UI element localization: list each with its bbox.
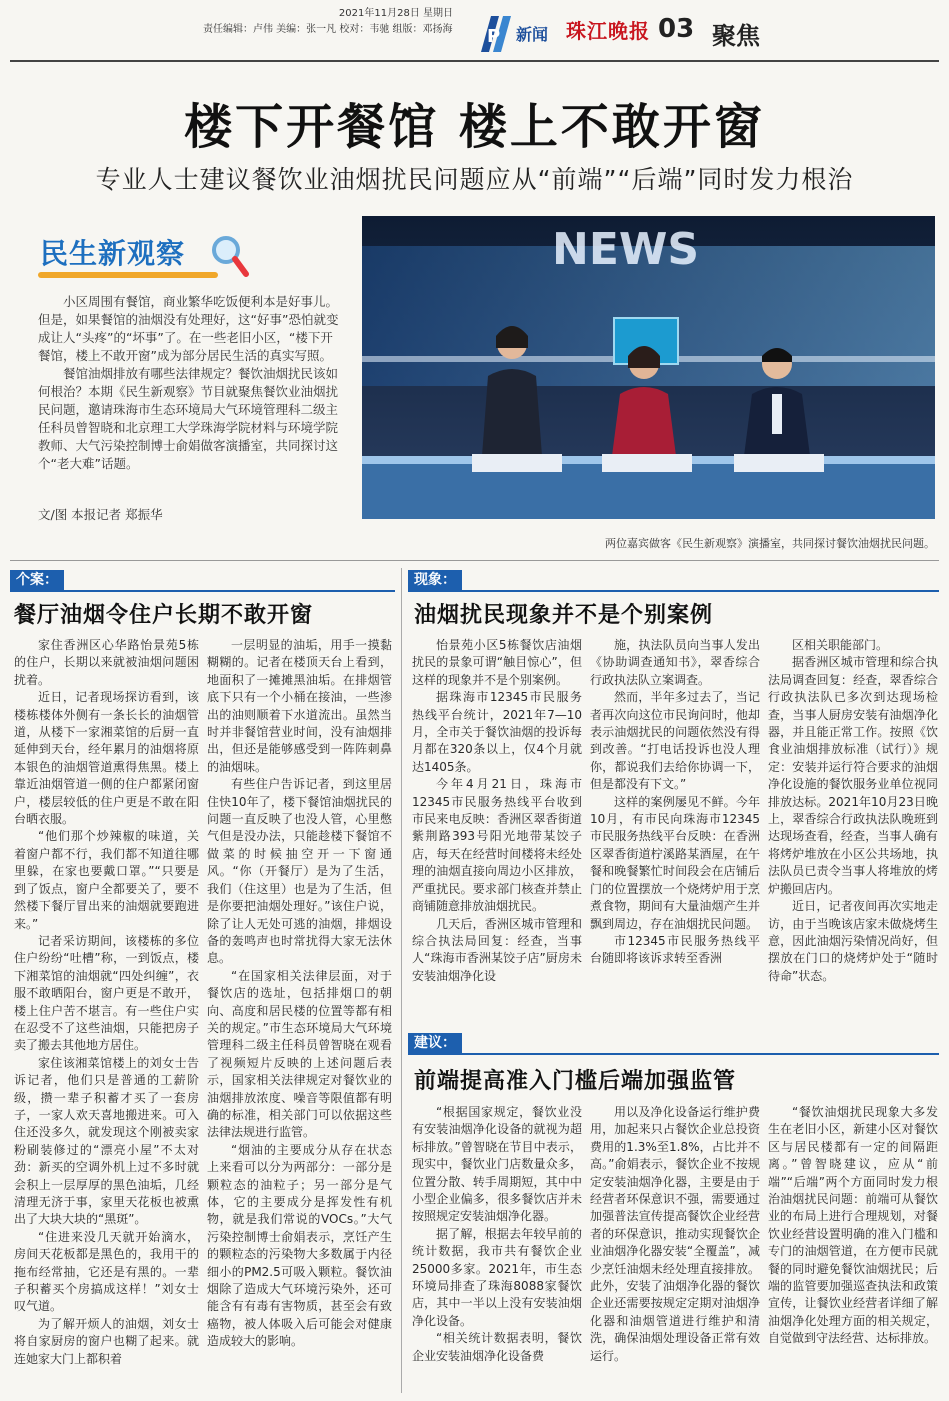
- case-column-2: [207, 637, 392, 1392]
- phenomenon-column-1: [412, 637, 582, 1017]
- magnifier-icon: [210, 234, 250, 278]
- case-column-1: [14, 637, 199, 1392]
- paragraph: 据香洲区城市管理和综合执法局调查回复：经查，翠香综合行政执法队已多次到达现场检查，当事人厨房安装有油烟净化器，并且能正常工作。按照《饮食业油烟排放标准（试行）》规定：安装并运行符合要求的油烟净化设施的餐饮服务业单位视同排放达标。2021年10月23日晚上，翠香综合行政执法队晚班到达现场查看，经查，当事人确有将烤炉堆放在小区公共场地，执法队员已责令当事人将堆放的烤炉搬回店内。: [768, 655, 938, 896]
- paragraph: “烟油的主要成分从存在状态上来看可以分为两部分：一部分是颗粒态的油粒子；另一部分是气体，它的主要成分是挥发性有机物，就是我们常说的VOCs。”大气污染控制博士俞娟表示，烹饪产生的颗粒态的污染物大多数属于内径细小的PM2.5可吸入颗粒。餐饮油烟除了造成大气环境污染外，还可能含有有毒有害物质，甚至会有致癌物，被人体吸入后可能会对健康造成较大的影响。: [207, 1142, 392, 1349]
- subheadline: 专业人士建议餐饮业油烟扰民问题应从“前端”“后端”同时发力根治: [95, 165, 854, 194]
- page-number: 03: [658, 14, 695, 44]
- section-divider: [10, 560, 939, 561]
- case-tag-bar: [10, 590, 395, 592]
- paragraph: 怡景苑小区5栋餐饮店油烟扰民的景象可谓“触目惊心”，但这样的现象并不是个别案例。: [412, 638, 582, 687]
- section-badge-icon: [477, 12, 515, 58]
- paragraph: 区相关职能部门。: [792, 638, 889, 652]
- paragraph: “他们那个炒辣椒的味道，关着窗户都不行，我们都不知道往哪里躲，在家也要戴口罩。”“只要是到了饭点，窗户全都要关了，要不然楼下餐厅冒出来的油烟就要跑进来。”: [14, 829, 199, 931]
- suggestion-column-2: [590, 1104, 760, 1392]
- paragraph: 然而，半年多过去了，当记者再次向这位市民询问时，他却表示油烟扰民的问题依然没有得到改善。“打电话投诉也没人理你，都说我们去给你协调一下，但是都没有下文。”: [590, 690, 760, 792]
- page-section: 聚焦: [712, 22, 760, 50]
- column-logo: [38, 228, 238, 288]
- section-word: 新闻: [516, 25, 549, 44]
- phenomenon-column-3: [768, 637, 938, 1017]
- paragraph: 一层明显的油垢，用手一摸黏糊糊的。记者在楼顶天台上看到，地面积了一摊摊黑油垢。在排烟管底下只有一个小桶在接油，一些渗出的油则顺着下水道流出。虽然当时并非餐馆营业时间，没有油烟排出，但还是能够感受到一阵阵刺鼻的油烟味。: [207, 638, 392, 774]
- paragraph: 今年4月21日，珠海市12345市民服务热线平台收到市民来电反映：香洲区翠香街道紫荆路393号阳光地带某饺子店，每天在经营时间楼将未经处理的油烟直接向周边小区排放，严重扰民。要求部门核查并禁止商铺随意排放油烟扰民。: [412, 777, 582, 914]
- phenomenon-tag-bar: [408, 590, 939, 592]
- paragraph: 市12345市民服务热线平台随即将该诉求转至香洲: [590, 933, 760, 966]
- phenomenon-column-2: [590, 637, 760, 1017]
- paragraph: 记者采访期间，该楼栋的多位住户纷纷“吐槽”称，一到饭点，楼下湘菜馆的油烟就“四处纠缠”，衣服不敢晒阳台，窗户更是不敢开，楼上住户苦不堪言。有一些住户实在忍受不了这些油烟，只能把房子卖了搬去其他地方居住。: [14, 933, 199, 1053]
- masthead-rule: [10, 60, 939, 62]
- paragraph: 近日，记者现场探访看到，该楼栋楼体外侧有一条长长的油烟管道，从楼下一家湘菜馆的后厨一直延伸到天台，经年累月的油烟将原本银色的油烟管道熏得焦黑。楼上靠近油烟管道一侧的住户都紧闭窗户，楼层较低的住户更是不敢在阳台晒衣服。: [14, 690, 199, 827]
- phenomenon-title: 油烟扰民现象并不是个别案例: [414, 603, 714, 628]
- editor-credits: 责任编辑：卢伟 美编：张一凡 校对：韦驰 组版：邓扬海: [203, 24, 453, 35]
- phenomenon-tag: 现象：: [408, 570, 462, 590]
- issue-date: 2021年11月28日 星期日: [338, 8, 453, 19]
- studio-photo: [362, 216, 935, 519]
- paragraph: “餐饮油烟扰民现象大多发生在老旧小区，新建小区对餐饮区与居民楼都有一定的间隔距离。”曾智晓建议，应从“前端”“后端”两个方面同时发力根治油烟扰民问题：前端可从餐饮业的布局上进行合理规划，对餐饮业经营设置明确的准入门槛和专门的油烟管道，在方便市民就餐的同时避免餐饮油烟扰民；后端的监管要加强巡查执法和政策宣传，让餐饮业经营者详细了解油烟净化处理方面的相关规定，自觉做到守法经营、达标排放。: [768, 1105, 938, 1346]
- byline: 文/图 本报记者 郑振华: [38, 507, 163, 522]
- suggestion-tag: 建议：: [408, 1033, 462, 1053]
- intro-paragraph: 餐馆油烟排放有哪些法律规定？餐饮油烟扰民该如何根治？本期《民生新观察》节目就聚焦餐饮业油烟扰民问题，邀请珠海市生态环境局大气环境管理科二级主任科员曾智晓和北京理工大学珠海学院材料与环境学院教师、大气污染控制博士俞娟做客演播室，共同探讨这个“老大难”话题。: [38, 366, 339, 471]
- paragraph: “住进来没几天就开始滴水，房间天花板都是黑色的，我用干的拖布经常抽，它还是有黑的。一辈子积蓄买个房搞成这样！”刘女士叹气道。: [14, 1229, 199, 1314]
- suggestion-column-1: [412, 1104, 582, 1392]
- paragraph: “根据国家规定，餐饮业没有安装油烟净化设备的就视为超标排放。”曾智晓在节目中表示，现实中，餐饮业门店数量众多，位置分散、转手周期短，其中中小型企业偏多，很多餐饮店并未按照规定安装油烟净化器。: [412, 1105, 582, 1224]
- column-logo-bar: [38, 272, 218, 278]
- paper-name: 珠江晚报: [566, 19, 650, 43]
- intro-text: [38, 293, 343, 473]
- paragraph: “相关统计数据表明，餐饮企业安装油烟净化设备费: [412, 1331, 582, 1363]
- headline: 楼下开餐馆 楼上不敢开窗: [184, 99, 765, 155]
- badge-letter: P: [487, 26, 501, 47]
- intro-paragraph: 小区周围有餐馆，商业繁华吃饭便利本是好事儿。但是，如果餐馆的油烟没有处理好，这“好事”恐怕就变成让人“头疼”的“坏事”了。在一些老旧小区，“楼下开餐馆，楼上不敢开窗”成为部分居民生活的真实写照。: [38, 294, 339, 363]
- screen-news-text: NEWS: [552, 224, 700, 275]
- case-tag: 个案：: [10, 570, 64, 590]
- paragraph: 据珠海市12345市民服务热线平台统计，2021年7—10月，全市关于餐饮油烟的投诉每月都在320条以上，仅4个月就达1405条。: [412, 690, 582, 774]
- paragraph: 家住该湘菜馆楼上的刘女士告诉记者，他们只是普通的工薪阶级，攒一辈子积蓄才买了一套房子，一家人欢天喜地搬进来。可入住还没多久，就发现这个刚被卖家粉刷装修过的“漂亮小屋”不太对劲：新买的空调外机上过不多时就会积上一层厚厚的黑色油垢，几经清理无济于事，家里天花板也被熏出了大块大块的“黑斑”。: [14, 1055, 199, 1227]
- paragraph: 为了解开烦人的油烟，刘女士将自家厨房的窗户也糊了起来。就连她家大门上都积着: [14, 1316, 199, 1366]
- column-rule: [401, 568, 402, 1393]
- case-title: 餐厅油烟令住户长期不敢开窗: [14, 603, 314, 628]
- suggestion-title: 前端提高准入门槛后端加强监管: [414, 1069, 737, 1094]
- paragraph: 用以及净化设备运行维护费用，加起来只占餐饮企业总投资费用的1.3%至1.8%，占比并不高。”俞娟表示，餐饮企业不按规定安装油烟净化器，主要是由于经营者环保意识不强，需要通过加强普法宣传提高餐饮企业经营者的环保意识，推动实现餐饮企业油烟净化器安装“全覆盖”，减少烹饪油烟未经处理直接排放。此外，安装了油烟净化器的餐饮企业还需要按规定定期对油烟净化器和油烟管道进行维护和清洗，确保油烟处理设备正常有效运行。: [590, 1105, 760, 1363]
- paragraph: 近日，记者夜间再次实地走访，由于当晚该店家未做烧烤生意，因此油烟污染情况尚好，但摆放在门口的烧烤炉处于“随时待命”状态。: [768, 899, 938, 983]
- paragraph: 施，执法队员向当事人发出《协助调查通知书》，翠香综合行政执法队立案调查。: [590, 638, 760, 687]
- suggestion-column-3: [768, 1104, 938, 1392]
- paragraph: 家住香洲区心华路怡景苑5栋的住户，长期以来就被油烟问题困扰着。: [14, 638, 199, 687]
- column-logo-text: 民生新观察: [40, 237, 186, 270]
- paragraph: “在国家相关法律层面，对于餐饮店的选址，包括排烟口的朝向、高度和居民楼的位置等都有相关的规定。”市生态环境局大气环境管理科二级主任科员曾智晓在观看了视频短片反映的上述问题后表示，国家相关法律规定对餐饮业的油烟排放浓度、噪音等限值都有明确的标准，相关部门可以依据这些法律法规进行监管。: [207, 968, 392, 1140]
- paragraph: 据了解，根据去年较早前的统计数据，我市共有餐饮企业25000多家。2021年，市生态环境局排查了珠海8088家餐饮店，其中一半以上没有安装油烟净化设备。: [412, 1226, 582, 1328]
- photo-caption: 两位嘉宾做客《民生新观察》演播室，共同探讨餐饮油烟扰民问题。: [605, 537, 935, 550]
- paragraph: 这样的案例屡见不鲜。今年10月，有市民向珠海市12345市民服务热线平台反映：在香洲区翠香街道柠溪路某酒屋，在午餐和晚餐繁忙时间段会在店铺后门的位置摆放一个烧烤炉用于烹煮食物，期间有大量油烟产生并飘到周边，存在油烟扰民问题。: [590, 794, 760, 931]
- suggestion-tag-bar: [408, 1053, 939, 1055]
- paragraph: 几天后，香洲区城市管理和综合执法局回复：经查，当事人“珠海市香洲某饺子店”厨房未安装油烟净化设: [412, 916, 582, 983]
- masthead-meta: [203, 6, 473, 35]
- paragraph: 有些住户告诉记者，到这里居住快10年了，楼下餐馆油烟扰民的问题一直反映了也没人管，心里憋气但是没办法，只能趁楼下餐馆不做菜的时候抽空开一下窗通风。“你（开餐厅）是为了生活，我们（住这里）也是为了生活，但是你要把油烟处理好。”该住户说，除了让人无处可逃的油烟，排烟设备的轰鸣声也时常扰得大家无法休息。: [207, 777, 392, 966]
